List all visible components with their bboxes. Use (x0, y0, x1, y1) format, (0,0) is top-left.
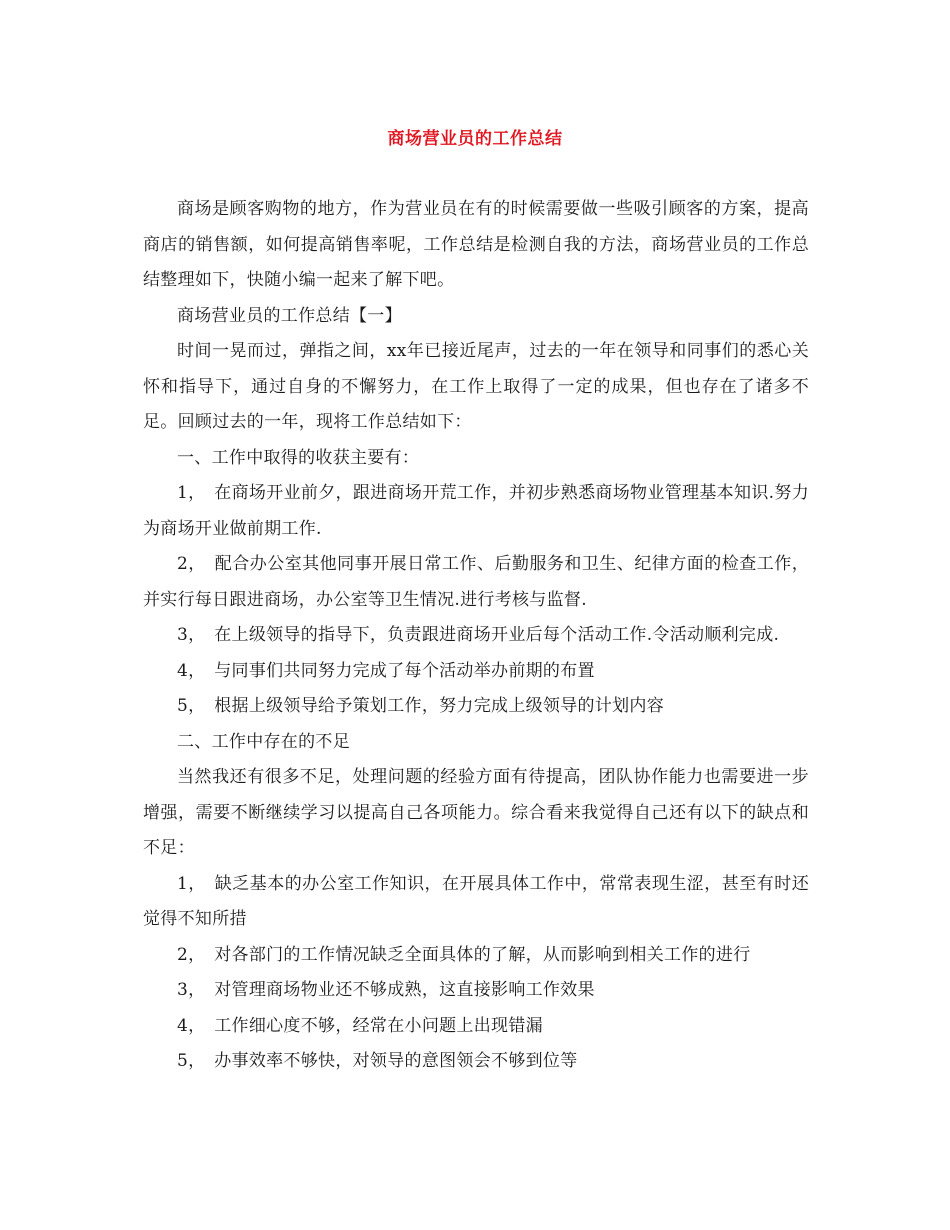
section-heading-one: 商场营业员的工作总结【一】 (177, 305, 402, 326)
gain-item-3: 3， 在上级领导的指导下，负责跟进商场开业后每个活动工作.令活动顺利完成. (177, 625, 780, 645)
gains-heading: 一、工作中取得的收获主要有： (177, 447, 420, 468)
gain-item-2: 2， 配合办公室其他同事开展日常工作、后勤服务和卫生、纪律方面的检查工作，并实行每日跟进商场，办公室等卫生情况.进行考核与监督. (143, 554, 809, 610)
gain-item-1: 1， 在商场开业前夕，跟进商场开荒工作，并初步熟悉商场物业管理基本知识.努力为商场开业做前期工作. (143, 483, 809, 539)
shortcoming-item-1: 1， 缺乏基本的办公室工作知识，在开展具体工作中，常常表现生涩，甚至有时还觉得不知所措 (143, 873, 809, 929)
shortcoming-item-4: 4， 工作细心度不够，经常在小问题上出现错漏 (177, 1015, 543, 1036)
gain-item-4: 4， 与同事们共同努力完成了每个活动举办前期的布置 (177, 660, 595, 681)
document-title: 商场营业员的工作总结 (387, 129, 563, 149)
intro-paragraph: 商场是顾客购物的地方，作为营业员在有的时候需要做一些吸引顾客的方案，提高商店的销售额，如何提高销售率呢，工作总结是检测自我的方法，商场营业员的工作总结整理如下，快随小编一起来了解下吧。 (143, 199, 809, 290)
shortcomings-paragraph: 当然我还有很多不足，处理问题的经验方面有待提高，团队协作能力也需要进一步增强，需要不断继续学习以提高自己各项能力。综合看来我觉得自己还有以下的缺点和不足： (143, 767, 809, 858)
document-body (143, 192, 809, 1080)
shortcoming-item-5: 5， 办事效率不够快，对领导的意图领会不够到位等 (177, 1051, 578, 1071)
shortcoming-item-2: 2， 对各部门的工作情况缺乏全面具体的了解，从而影响到相关工作的进行 (177, 944, 751, 965)
gain-item-5: 5， 根据上级领导给予策划工作，努力完成上级领导的计划内容 (177, 696, 665, 716)
shortcoming-item-3: 3， 对管理商场物业还不够成熟，这直接影响工作效果 (177, 980, 595, 1000)
shortcomings-heading: 二、工作中存在的不足 (177, 731, 350, 752)
review-paragraph: 时间一晃而过，弹指之间，xx年已接近尾声，过去的一年在领导和同事们的悉心关怀和指导下，通过自身的不懈努力，在工作上取得了一定的成果，但也存在了诸多不足。回顾过去的一年，现将工作总结如下： (143, 341, 809, 432)
